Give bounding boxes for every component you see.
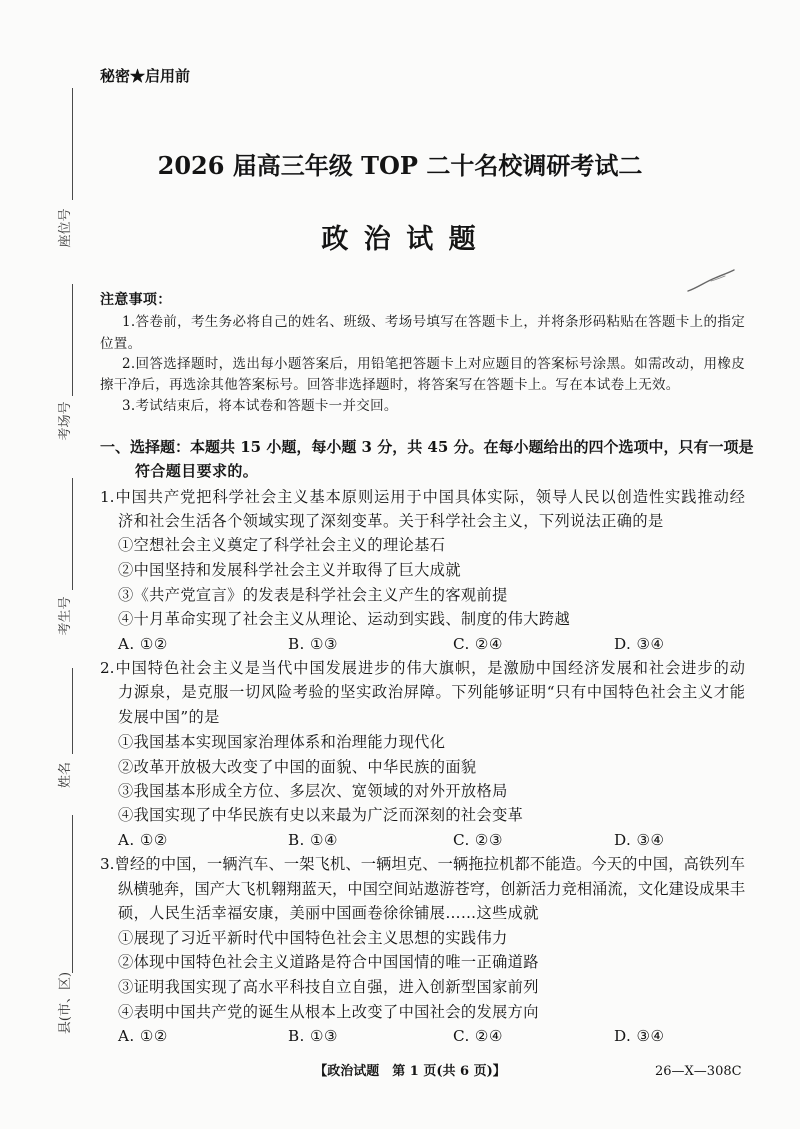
question-1-statement: ④十月革命实现了社会主义从理论、运动到实践、制度的伟大跨越: [118, 610, 571, 628]
question-2-option-c: C. ②③: [453, 831, 503, 849]
question-1-option-a: A. ①②: [118, 635, 168, 653]
exam-code: 26—X—308C: [655, 1064, 742, 1079]
question-2-stem-line: 2.中国特色社会主义是当代中国发展进步的伟大旗帜，是激励中国经济发展和社会进步的动: [100, 659, 745, 677]
question-2-statement: ④我国实现了中华民族有史以来最为广泛而深刻的社会变革: [118, 806, 524, 824]
question-1-statement: ②中国坚持和发展科学社会主义并取得了巨大成就: [118, 561, 461, 579]
question-1-stem-line: 济和社会生活各个领域实现了深刻变革。关于科学社会主义，下列说法正确的是: [118, 512, 664, 530]
question-3-option-a: A. ①②: [118, 1027, 168, 1045]
question-3-option-b: B. ①③: [288, 1027, 339, 1045]
question-1-option-d: D. ③④: [614, 635, 665, 653]
question-3-statement: ②体现中国特色社会主义道路是符合中国国情的唯一正确道路: [118, 953, 539, 971]
side-fill-line: [72, 815, 73, 973]
question-3-option-d: D. ③④: [614, 1027, 665, 1045]
notes-line: 1.答卷前，考生务必将自己的姓名、班级、考场号填写在答题卡上，并将条形码粘贴在答题卡上的指定: [122, 314, 745, 330]
question-1-stem-line: 1.中国共产党把科学社会主义基本原则运用于中国具体实际，领导人民以创造性实践推动经: [100, 488, 745, 506]
question-3-option-c: C. ②④: [453, 1027, 503, 1045]
side-fill-line: [72, 284, 73, 396]
pen-stroke-mark: [685, 266, 737, 296]
side-fill-line: [72, 478, 73, 590]
side-label-name: 姓名: [58, 762, 73, 789]
side-label-candidate-number: 考生号: [58, 596, 73, 636]
question-2-option-d: D. ③④: [614, 831, 665, 849]
confidential-label: 秘密★启用前: [100, 67, 191, 85]
question-2-option-b: B. ①④: [288, 831, 339, 849]
question-2-stem-line: 发展中国”的是: [118, 708, 220, 726]
side-fill-line: [72, 88, 73, 200]
subject-title: 政 治 试 题: [321, 224, 479, 255]
notes-heading: 注意事项：: [100, 292, 172, 308]
question-3-statement: ④表明中国共产党的诞生从根本上改变了中国社会的发展方向: [118, 1003, 539, 1021]
side-label-county: 县(市、区): [58, 971, 73, 1035]
exam-title: 2026 届高三年级 TOP 二十名校调研考试二: [157, 151, 643, 180]
question-3-statement: ①展现了习近平新时代中国特色社会主义思想的实践伟力: [118, 929, 508, 947]
question-1-statement: ①空想社会主义奠定了科学社会主义的理论基石: [118, 536, 446, 554]
section-heading-line: 一、选择题：本题共 15 小题，每小题 3 分，共 45 分。在每小题给出的四个选项中，只有一项是: [100, 438, 754, 456]
question-3-stem-line: 硕，人民生活幸福安康，美丽中国画卷徐徐铺展……这些成就: [118, 904, 539, 922]
question-1-statement: ③《共产党宣言》的发表是科学社会主义产生的客观前提: [118, 586, 508, 604]
notes-line: 位置。: [100, 336, 142, 352]
question-1-option-c: C. ②④: [453, 635, 503, 653]
question-3-statement: ③证明我国实现了高水平科技自立自强，进入创新型国家前列: [118, 978, 539, 996]
question-2-statement: ①我国基本实现国家治理体系和治理能力现代化: [118, 733, 446, 751]
notes-line: 擦干净后，再选涂其他答案标号。回答非选择题时，将答案写在答题卡上。写在本试卷上无效。: [100, 377, 680, 393]
side-label-seat-number: 座位号: [58, 208, 73, 248]
question-2-option-a: A. ①②: [118, 831, 168, 849]
question-3-stem-line: 3.曾经的中国，一辆汽车、一架飞机、一辆坦克、一辆拖拉机都不能造。今天的中国，高铁列车: [100, 855, 745, 873]
side-label-exam-room: 考场号: [58, 401, 73, 441]
question-2-statement: ③我国基本形成全方位、多层次、宽领域的对外开放格局: [118, 782, 508, 800]
notes-line: 2.回答选择题时，选出每小题答案后，用铅笔把答题卡上对应题目的答案标号涂黑。如需改动，用橡皮: [122, 356, 745, 372]
question-2-statement: ②改革开放极大改变了中国的面貌、中华民族的面貌: [118, 758, 477, 776]
question-2-stem-line: 力源泉，是克服一切风险考验的坚实政治屏障。下列能够证明“只有中国特色社会主义才能: [118, 683, 745, 701]
section-heading-line: 符合题目要求的。: [135, 462, 259, 480]
question-1-option-b: B. ①③: [288, 635, 339, 653]
page-footer: 【政治试题 第 1 页(共 6 页)】: [314, 1064, 506, 1079]
question-3-stem-line: 纵横驰奔，国产大飞机翱翔蓝天，中国空间站遨游苍穹，创新活力竞相涌流，文化建设成果丰: [118, 880, 745, 898]
notes-line: 3.考试结束后，将本试卷和答题卡一并交回。: [122, 398, 398, 414]
